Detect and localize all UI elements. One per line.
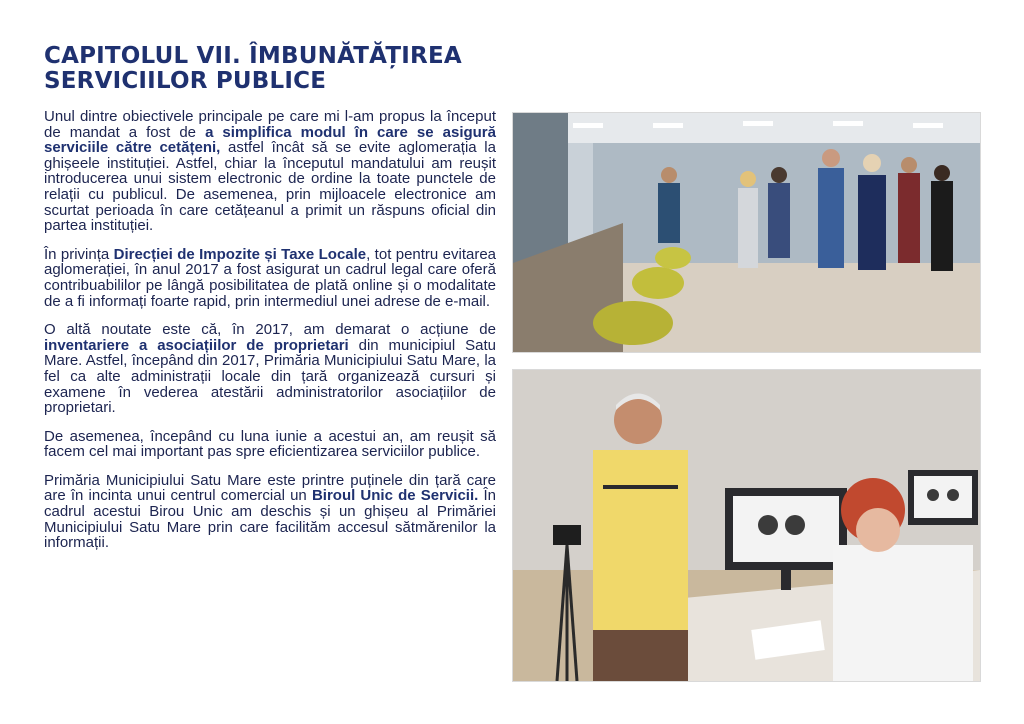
paragraph-text: În privința bbox=[44, 245, 114, 263]
id-photo-counter-photo bbox=[512, 369, 981, 682]
paragraph-text: , tot pentru evitarea aglomerației, în anul 2017 a fost asigurat un cadrul legal care oferă contribuabililor pe lângă posibilitatea de plată online și o modalitate de a fi informați foarte rapid, prin intermediul unei adrese de e-mail. bbox=[44, 245, 497, 310]
paragraph-emphasis: Biroul Unic de Servicii. bbox=[311, 487, 479, 505]
paragraph-text: De asemenea, începând cu luna iunie a acestui an, am reușit să facem cel mai important pas spre eficientizarea serviciilor publice. bbox=[44, 427, 496, 461]
paragraph-tax-directorate bbox=[44, 247, 496, 309]
office-visit-photo bbox=[512, 112, 981, 353]
paragraph-text: astfel încât să se evite aglomerația la ghișeele instituției. Astfel, chiar la începutul mandatului am reușit introducerea unui sistem electronic de ordine la toate punctele de relații cu publicul. De asemenea, prin mijloacele electronice am scurtat perioada în care cetățeanul a primit un răspuns oficial din partea instituției. bbox=[44, 139, 496, 235]
chapter-title-line-1: CAPITOLUL VII. ÎMBUNĂTĂȚIREA bbox=[44, 43, 462, 69]
paragraph-text: Unul dintre obiectivele principale pe care mi l-am propus la început de mandat a fost de bbox=[44, 108, 496, 141]
paragraph-owners-associations bbox=[44, 322, 496, 416]
body-text-column bbox=[44, 109, 496, 564]
paragraph-text: O altă noutate este că, în 2017, am demarat o acțiune de bbox=[44, 321, 496, 339]
paragraph-emphasis: Direcției de Impozite și Taxe Locale bbox=[113, 245, 367, 263]
paragraph-efficiency-step bbox=[44, 429, 496, 460]
paragraph-single-office bbox=[44, 473, 496, 551]
paragraph-simplify-services bbox=[44, 109, 496, 234]
paragraph-emphasis: inventariere a asociațiilor de proprietari bbox=[44, 336, 349, 354]
paragraph-text: din municipiul Satu Mare. Astfel, începând din 2017, Primăria Municipiului Satu Mare, la fel ca alte administrații locale din țară organizează cursuri și examene în vederea atestării administratorilor asociațiilor de proprietari. bbox=[44, 336, 496, 417]
chapter-title bbox=[44, 44, 504, 94]
paragraph-emphasis: a simplifica modul în care se asigură serviciile către cetățeni, bbox=[44, 123, 496, 157]
paragraph-text: În cadrul acestui Birou Unic am deschis și un ghișeu al Primăriei Municipiului Satu Mare prin care facilităm accesul sătmărenilor la informații. bbox=[44, 487, 496, 552]
chapter-title-line-2: SERVICIILOR PUBLICE bbox=[44, 68, 327, 94]
paragraph-text: Primăria Municipiului Satu Mare este printre puținele din țară care are în incinta unui centrul comercial un bbox=[44, 471, 496, 505]
